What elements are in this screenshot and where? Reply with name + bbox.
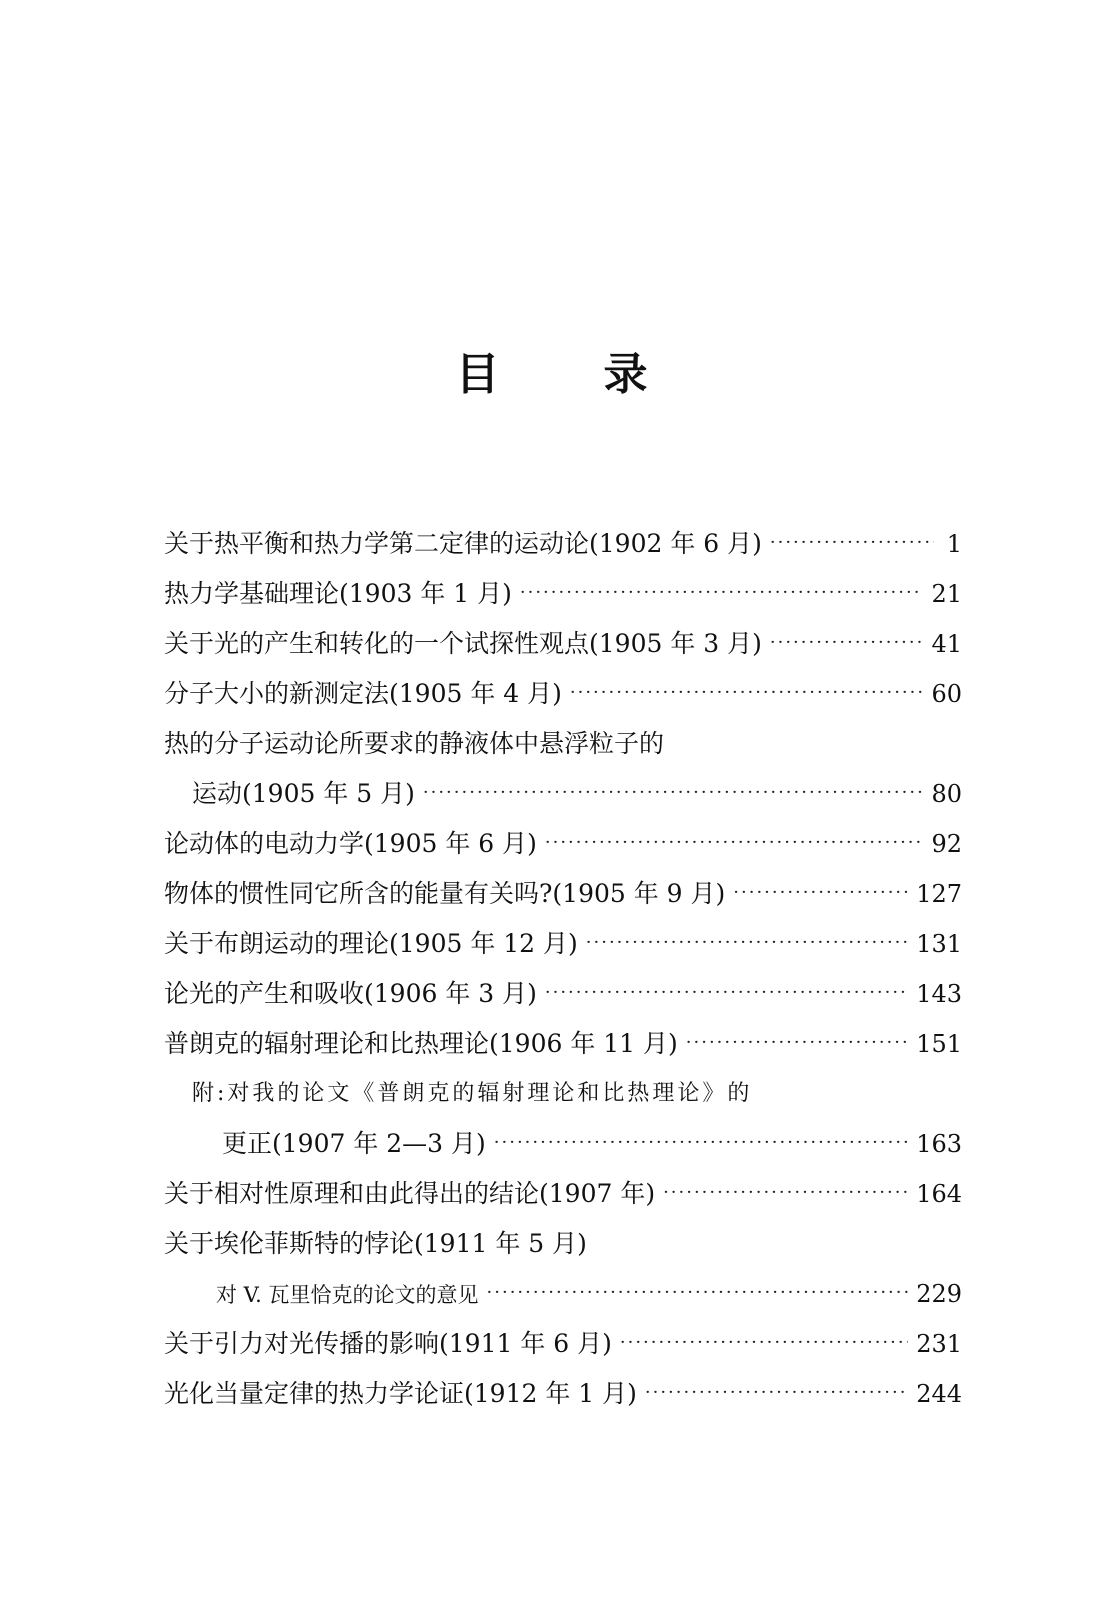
toc-entry-page-number: 131	[916, 930, 962, 958]
toc-entry[interactable]	[164, 819, 962, 869]
toc-list	[164, 519, 962, 1419]
toc-entry-page-number: 21	[931, 580, 962, 608]
dot-leader	[645, 1368, 908, 1418]
toc-entry[interactable]	[164, 569, 962, 619]
title-char-2: 录	[603, 349, 648, 400]
toc-entry[interactable]	[164, 1069, 962, 1119]
toc-entry[interactable]	[164, 519, 962, 569]
dot-leader	[570, 668, 924, 718]
toc-entry-page-number: 127	[916, 880, 962, 908]
dot-leader	[545, 968, 908, 1018]
toc-entry-page-number: 151	[916, 1030, 962, 1058]
toc-entry[interactable]	[164, 619, 962, 669]
toc-entry-title: 运动(1905 年 5 月)	[192, 779, 415, 808]
dot-leader	[733, 868, 908, 918]
toc-entry[interactable]	[164, 1219, 962, 1269]
dot-leader	[620, 1318, 908, 1368]
toc-entry-title: 普朗克的辐射理论和比热理论(1906 年 11 月)	[164, 1029, 678, 1058]
toc-entry[interactable]	[164, 669, 962, 719]
dot-leader	[770, 518, 934, 568]
toc-entry-page-number: 164	[916, 1180, 962, 1208]
toc-entry-title: 物体的惯性同它所含的能量有关吗?(1905 年 9 月)	[164, 879, 726, 908]
toc-entry-page-number: 143	[916, 980, 962, 1008]
toc-entry-title: 关于光的产生和转化的一个试探性观点(1905 年 3 月)	[164, 629, 762, 658]
page-title	[0, 338, 1103, 402]
dot-leader	[545, 818, 924, 868]
toc-entry-page-number: 231	[916, 1330, 962, 1358]
toc-entry-title: 热的分子运动论所要求的静液体中悬浮粒子的	[164, 729, 665, 758]
toc-entry[interactable]	[164, 1169, 962, 1219]
toc-entry-page-number: 244	[916, 1380, 962, 1408]
toc-entry-title: 附:对我的论文《普朗克的辐射理论和比热理论》的	[192, 1081, 753, 1106]
toc-entry[interactable]	[164, 1019, 962, 1069]
toc-entry-title: 关于布朗运动的理论(1905 年 12 月)	[164, 929, 578, 958]
dot-leader	[663, 1168, 908, 1218]
toc-entry[interactable]	[164, 769, 962, 819]
toc-entry-title: 光化当量定律的热力学论证(1912 年 1 月)	[164, 1379, 637, 1408]
toc-entry[interactable]	[164, 1319, 962, 1369]
toc-entry-title: 关于热平衡和热力学第二定律的运动论(1902 年 6 月)	[164, 529, 762, 558]
dot-leader	[686, 1018, 908, 1068]
title-char-1: 目	[455, 349, 500, 400]
toc-entry-page-number: 163	[916, 1130, 962, 1158]
toc-entry[interactable]	[164, 1269, 962, 1319]
toc-entry-page-number: 41	[931, 630, 962, 658]
toc-entry-title: 关于引力对光传播的影响(1911 年 6 月)	[164, 1329, 612, 1358]
toc-entry-title: 分子大小的新测定法(1905 年 4 月)	[164, 679, 562, 708]
toc-entry-title: 关于埃伦菲斯特的悖论(1911 年 5 月)	[164, 1229, 587, 1258]
toc-entry-page-number: 1	[946, 530, 962, 558]
toc-entry-title: 关于相对性原理和由此得出的结论(1907 年)	[164, 1179, 656, 1208]
toc-entry[interactable]	[164, 869, 962, 919]
dot-leader	[770, 618, 924, 668]
toc-entry-title: 论动体的电动力学(1905 年 6 月)	[164, 829, 537, 858]
toc-entry-page-number: 229	[916, 1280, 962, 1308]
toc-entry-page-number: 80	[931, 780, 962, 808]
dot-leader	[494, 1118, 908, 1168]
toc-entry-title: 论光的产生和吸收(1906 年 3 月)	[164, 979, 537, 1008]
toc-entry-title: 热力学基础理论(1903 年 1 月)	[164, 579, 512, 608]
toc-entry[interactable]	[164, 719, 962, 769]
toc-entry[interactable]	[164, 1369, 962, 1419]
dot-leader	[520, 568, 924, 618]
dot-leader	[487, 1268, 909, 1318]
toc-entry[interactable]	[164, 1119, 962, 1169]
toc-entry-page-number: 92	[931, 830, 962, 858]
dot-leader	[586, 918, 908, 968]
toc-entry-page-number: 60	[931, 680, 962, 708]
toc-entry[interactable]	[164, 969, 962, 1019]
dot-leader	[423, 768, 924, 818]
toc-entry[interactable]	[164, 919, 962, 969]
toc-entry-title: 对 V. 瓦里恰克的论文的意见	[216, 1283, 479, 1307]
toc-entry-title: 更正(1907 年 2—3 月)	[222, 1129, 486, 1158]
